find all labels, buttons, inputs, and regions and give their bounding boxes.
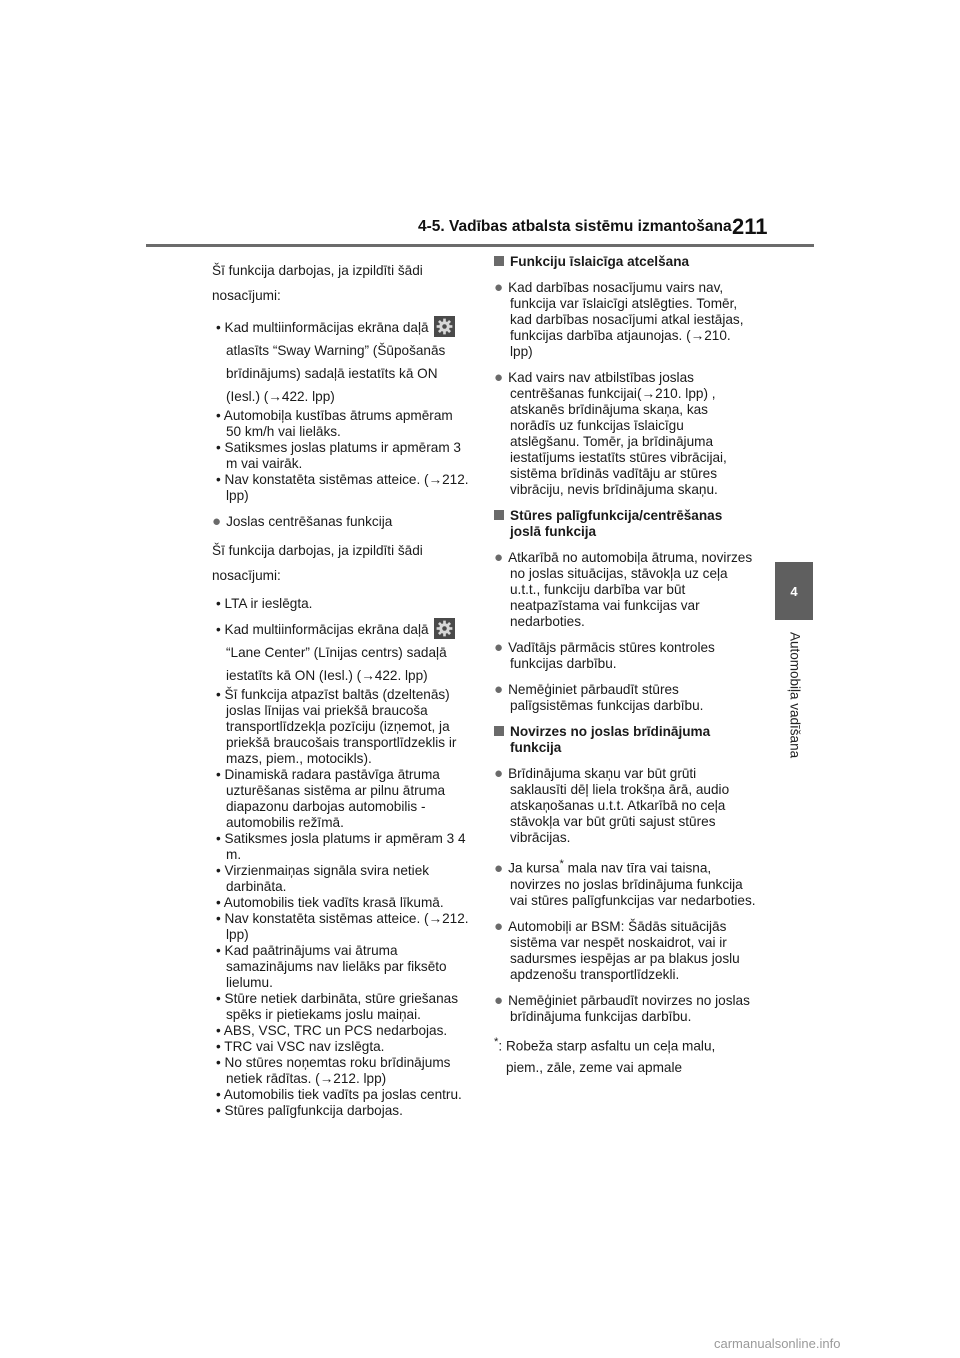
bullet-center: • Automobilis tiek vadīts pa joslas centru. bbox=[216, 1087, 462, 1102]
bullet-lane-center bbox=[212, 618, 470, 641]
circle-item: ● Ja kursa* mala nav tīra vai taisna, novirzes no joslas brīdinājuma funkcija vai stūres palīgfunkcijas var nedarboties. bbox=[494, 858, 756, 908]
bullet-continuation: “Lane Center” (Līnijas centrs) sadaļā iestatīts kā ON (Iesl.) (→422. lpp) bbox=[226, 645, 447, 683]
page-number: 211 bbox=[732, 214, 768, 239]
bullet-width: • Satiksmes josla platums ir apmēram 3 4 m. bbox=[216, 831, 466, 862]
section-heading: Funkciju īslaicīga atcelšana bbox=[494, 254, 756, 270]
square-bullet-icon bbox=[494, 726, 504, 736]
bullet-text: • Kad multiinformācijas ekrāna daļā bbox=[216, 320, 429, 335]
section-heading: Stūres palīgfunkcija/centrēšanas joslā funkcija bbox=[494, 508, 756, 540]
bullet-radar: • Dinamiskā radara pastāvīga ātruma uzturēšanas sistēma ar pilnu ātruma diapazonu darbojas automobilis - automobilis režīmā. bbox=[216, 767, 446, 830]
circle-bullet-icon: ● bbox=[494, 639, 504, 656]
bullet-sway-warning bbox=[212, 316, 470, 339]
bullet-steering: • Stūre netiek darbināta, stūre griešanas spēks ir pietiekams joslu maiņai. bbox=[216, 991, 459, 1022]
bullet-hands-off: • No stūres noņemtas roku brīdinājums netiek rādītas. (→212. lpp) bbox=[216, 1055, 451, 1086]
bullet-abs: • ABS, VSC, TRC un PCS nedarbojas. bbox=[216, 1023, 448, 1038]
header-rule bbox=[146, 244, 814, 247]
bullet-no-failure: • Nav konstatēta sistēmas atteice. (→212. lpp) bbox=[216, 472, 469, 503]
footnote-marker: * bbox=[559, 858, 564, 870]
circle-item: ● Vadītājs pārmācis stūres kontroles funkcijas darbību. bbox=[494, 639, 715, 671]
page-header-title: 4-5. Vadības atbalsta sistēmu izmantošana bbox=[418, 218, 732, 235]
circle-item: ● Nemēģiniet pārbaudīt stūres palīgsistēmas funkcijas darbību. bbox=[494, 681, 704, 713]
chapter-label: Automobiļa vadīšana bbox=[787, 632, 803, 759]
bullet-text: • Kad multiinformācijas ekrāna daļā bbox=[216, 622, 429, 637]
circle-bullet-icon: ● bbox=[212, 513, 222, 530]
square-bullet-icon bbox=[494, 510, 504, 520]
gear-icon bbox=[434, 316, 455, 337]
bullet-lane-width: • Satiksmes joslas platums ir apmēram 3 m vai vairāk. bbox=[216, 440, 461, 471]
circle-bullet-icon: ● bbox=[494, 991, 504, 1009]
circle-bullet-icon: ● bbox=[494, 279, 504, 296]
circle-bullet-icon: ● bbox=[494, 917, 504, 935]
intro-text-1: Šī funkcija darbojas, ja izpildīti šādi nosacījumi: bbox=[212, 263, 423, 303]
circle-bullet-icon: ● bbox=[494, 369, 504, 386]
bullet-continuation: atlasīts “Sway Warning” (Šūpošanās brīdinājums) sadaļā iestatīts kā ON (Iesl.) (→422. lpp) bbox=[226, 343, 446, 404]
intro-text-2: Šī funkcija darbojas, ja izpildīti šādi nosacījumi: bbox=[212, 543, 423, 583]
circle-item: ● Atkarībā no automobiļa ātruma, novirzes no joslas situācijas, stāvokļa uz ceļa u.t.t., funkciju darbība var būt neatpazīstama vai funkcijas var nedarboties. bbox=[494, 549, 753, 629]
circle-bullet-icon: ● bbox=[494, 681, 504, 698]
heading-lane-centering: ● Joslas centrēšanas funkcija bbox=[212, 513, 393, 530]
bullet-lta-on: • LTA ir ieslēgta. bbox=[216, 596, 313, 611]
bullet-assist: • Stūres palīgfunkcija darbojas. bbox=[216, 1103, 403, 1118]
circle-bullet-icon: ● bbox=[494, 859, 504, 877]
bullet-turn-signal: • Virzienmaiņas signāla svira netiek darbināta. bbox=[216, 863, 430, 894]
circle-item: ● Automobiļi ar BSM: Šādās situācijās sistēma var nespēt noskaidrot, vai ir sadursmes iespējas ar pa blakus joslu apdzenošu transportlīdzekli. bbox=[494, 917, 740, 982]
section-heading: Novirzes no joslas brīdinājuma funkcija bbox=[494, 724, 756, 756]
chapter-tab: 4 bbox=[775, 562, 813, 620]
circle-item: ● Kad vairs nav atbilstības joslas centrēšanas funkcijai(→210. lpp) , atskanēs brīdinājuma skaņa, kas norādīs uz funkcijas īslaicīgu atslēgšanu. Tomēr, ja brīdinājuma iestatījums iestatīts stūres vibrācijai, sistēma brīdinās vadītāju ar stūres vibrāciju, nevis brīdinājuma skaņu. bbox=[494, 369, 727, 497]
bullet-curve: • Automobilis tiek vadīts krasā līkumā. bbox=[216, 895, 444, 910]
bullet-lines: • Šī funkcija atpazīst baltās (dzeltenās) joslas līnijas vai priekšā braucoša transportlīdzekļa pozīciju (izņemot, ja priekšā braucošais transportlīdzeklis ir mazs, piem., motocikls). bbox=[216, 687, 457, 766]
bullet-accel: • Kad paātrinājums vai ātruma samazinājums nav lielāks par fiksēto lielumu. bbox=[216, 943, 447, 990]
footnote-asterisk: * bbox=[494, 1035, 499, 1048]
bullet-failure: • Nav konstatēta sistēmas atteice. (→212. lpp) bbox=[216, 911, 469, 942]
left-column bbox=[212, 254, 470, 1119]
circle-item: ● Kad darbības nosacījumu vairs nav, funkcija var īslaicīgi atslēgties. Tomēr, kad darbības nosacījumi atkal iestājas, funkcijas darbība atjaunojas. (→210. lpp) bbox=[494, 279, 744, 359]
bullet-trc: • TRC vai VSC nav izslēgta. bbox=[216, 1039, 385, 1054]
bullet-speed: • Automobiļa kustības ātrums apmēram 50 km/h vai lielāks. bbox=[216, 408, 453, 439]
circle-bullet-icon: ● bbox=[494, 549, 504, 566]
circle-item: ● Brīdinājuma skaņu var būt grūti saklausīti dēļ liela trokšņa ārā, audio atskaņošanas u.t.t. Atkarībā no ceļa stāvokļa var būt grūti sajust stūres vibrācijas. bbox=[494, 765, 730, 845]
square-bullet-icon bbox=[494, 256, 504, 266]
watermark: carmanualsonline.info bbox=[714, 1336, 841, 1351]
footnote: *: Robeža starp asfaltu un ceļa malu, piem., zāle, zeme vai apmale bbox=[494, 1035, 716, 1076]
circle-bullet-icon: ● bbox=[494, 765, 504, 782]
gear-icon bbox=[434, 618, 455, 639]
circle-item: ● Nemēģiniet pārbaudīt novirzes no joslas brīdinājuma funkcijas darbību. bbox=[494, 991, 750, 1024]
right-column bbox=[494, 254, 756, 1079]
